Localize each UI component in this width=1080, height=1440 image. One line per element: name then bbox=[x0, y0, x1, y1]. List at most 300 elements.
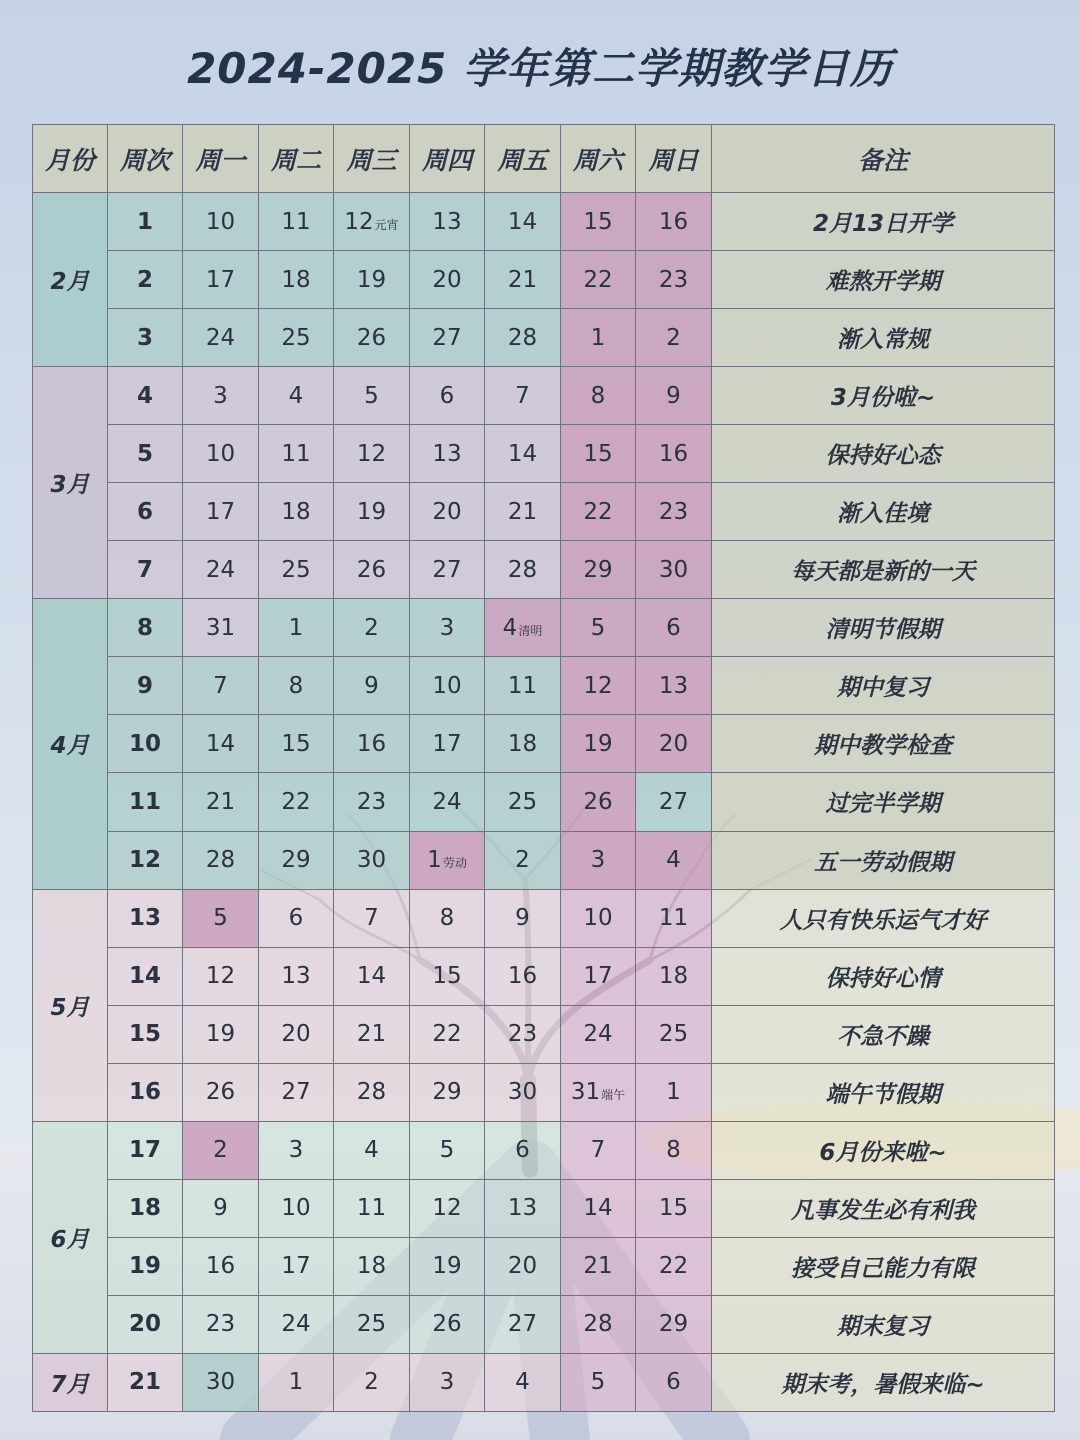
day-number: 28 bbox=[356, 1079, 387, 1106]
day-cell-fri bbox=[485, 1179, 561, 1237]
day-cell-wed bbox=[334, 367, 410, 425]
day-cell-thu bbox=[410, 1179, 485, 1237]
day-number: 18 bbox=[507, 730, 538, 757]
day-number: 3 bbox=[288, 1137, 304, 1164]
day-number: 7 bbox=[590, 1137, 606, 1164]
day-cell-sun bbox=[636, 889, 712, 947]
day-cell-sat bbox=[561, 715, 636, 773]
week-row bbox=[33, 773, 1055, 831]
day-number: 14 bbox=[205, 730, 236, 757]
day-number: 27 bbox=[658, 788, 689, 815]
day-cell-sun bbox=[636, 715, 712, 773]
day-cell-wed bbox=[334, 1005, 410, 1063]
month-label: 7月 bbox=[33, 1353, 108, 1411]
day-number: 23 bbox=[507, 1021, 538, 1048]
day-number: 1 bbox=[427, 847, 442, 874]
week-number: 17 bbox=[108, 1121, 183, 1179]
week-number: 7 bbox=[108, 541, 183, 599]
day-cell-wed bbox=[334, 657, 410, 715]
day-cell-wed bbox=[334, 773, 410, 831]
day-cell-mon bbox=[183, 309, 259, 367]
week-number: 18 bbox=[108, 1179, 183, 1237]
day-number: 10 bbox=[281, 1195, 311, 1222]
calendar-body bbox=[33, 193, 1055, 1412]
day-number: 22 bbox=[281, 788, 311, 815]
day-cell-fri bbox=[485, 193, 561, 251]
day-number: 27 bbox=[281, 1079, 311, 1106]
day-cell-mon bbox=[183, 1179, 259, 1237]
day-cell-sat bbox=[561, 483, 636, 541]
day-cell-thu bbox=[410, 1005, 485, 1063]
day-cell-fri bbox=[485, 541, 561, 599]
day-cell-fri bbox=[485, 831, 561, 889]
day-cell-mon bbox=[183, 1237, 259, 1295]
day-cell-wed bbox=[334, 309, 410, 367]
note-cell: 清明节假期 bbox=[712, 599, 1055, 657]
note-cell: 保持好心态 bbox=[712, 425, 1055, 483]
day-number: 20 bbox=[658, 730, 689, 757]
day-number: 31 bbox=[570, 1079, 601, 1106]
header-notes: 备注 bbox=[712, 125, 1055, 193]
day-number: 3 bbox=[590, 847, 606, 874]
day-cell-wed bbox=[334, 483, 410, 541]
holiday-label: 元宵 bbox=[374, 217, 399, 232]
day-cell-mon bbox=[183, 831, 259, 889]
day-number: 2 bbox=[515, 847, 530, 874]
day-number: 12 bbox=[205, 963, 236, 990]
day-cell-tue bbox=[259, 831, 334, 889]
week-number: 11 bbox=[108, 773, 183, 831]
day-number: 26 bbox=[432, 1311, 462, 1338]
day-cell-mon bbox=[183, 1295, 259, 1353]
day-number: 2 bbox=[213, 1137, 228, 1164]
week-row bbox=[33, 715, 1055, 773]
day-number: 6 bbox=[666, 614, 681, 641]
note-cell: 3月份啦~ bbox=[712, 367, 1055, 425]
day-number: 20 bbox=[281, 1021, 311, 1048]
day-cell-wed bbox=[334, 1179, 410, 1237]
day-number: 10 bbox=[205, 208, 236, 235]
day-cell-tue bbox=[259, 367, 334, 425]
day-cell-mon bbox=[183, 483, 259, 541]
day-cell-fri bbox=[485, 425, 561, 483]
day-number: 21 bbox=[205, 788, 236, 815]
header-tue: 周二 bbox=[259, 125, 334, 193]
day-number: 26 bbox=[356, 556, 387, 583]
day-number: 15 bbox=[583, 440, 613, 467]
day-cell-mon bbox=[183, 425, 259, 483]
week-number: 16 bbox=[108, 1063, 183, 1121]
week-number: 19 bbox=[108, 1237, 183, 1295]
week-row bbox=[33, 483, 1055, 541]
day-cell-mon bbox=[183, 541, 259, 599]
week-row bbox=[33, 1179, 1055, 1237]
header-sat: 周六 bbox=[561, 125, 636, 193]
note-cell: 五一劳动假期 bbox=[712, 831, 1055, 889]
day-cell-sat bbox=[561, 773, 636, 831]
week-row bbox=[33, 831, 1055, 889]
day-number: 11 bbox=[356, 1195, 387, 1222]
note-cell: 渐入佳境 bbox=[712, 483, 1055, 541]
day-number: 11 bbox=[281, 208, 311, 235]
holiday-label: 劳动 bbox=[442, 856, 467, 871]
day-cell-sat bbox=[561, 309, 636, 367]
day-cell-tue bbox=[259, 715, 334, 773]
day-number: 14 bbox=[507, 208, 538, 235]
week-number: 13 bbox=[108, 889, 183, 947]
week-number: 1 bbox=[108, 193, 183, 251]
day-number: 1 bbox=[288, 614, 304, 641]
note-cell: 难熬开学期 bbox=[712, 251, 1055, 309]
day-cell-wed bbox=[334, 541, 410, 599]
day-cell-sun bbox=[636, 1237, 712, 1295]
day-number: 30 bbox=[356, 847, 387, 874]
day-cell-sat bbox=[561, 831, 636, 889]
day-cell-fri bbox=[485, 1005, 561, 1063]
month-label: 4月 bbox=[33, 599, 108, 889]
day-number: 19 bbox=[205, 1021, 236, 1048]
day-number: 26 bbox=[583, 788, 613, 815]
day-cell-mon bbox=[183, 367, 259, 425]
day-cell-tue bbox=[259, 1121, 334, 1179]
day-cell-tue bbox=[259, 657, 334, 715]
day-number: 4 bbox=[288, 382, 304, 409]
day-cell-sat bbox=[561, 947, 636, 1005]
day-number: 29 bbox=[281, 847, 311, 874]
day-cell-wed bbox=[334, 1121, 410, 1179]
day-number: 1 bbox=[666, 1079, 681, 1106]
day-number: 2 bbox=[666, 324, 681, 351]
day-cell-fri bbox=[485, 367, 561, 425]
day-number: 17 bbox=[583, 963, 613, 990]
week-row bbox=[33, 1063, 1055, 1121]
day-number: 25 bbox=[658, 1021, 689, 1048]
day-number: 26 bbox=[205, 1079, 236, 1106]
day-cell-wed bbox=[334, 1295, 410, 1353]
day-number: 21 bbox=[356, 1021, 387, 1048]
day-cell-sun bbox=[636, 309, 712, 367]
week-row bbox=[33, 657, 1055, 715]
week-number: 14 bbox=[108, 947, 183, 1005]
day-cell-tue bbox=[259, 1063, 334, 1121]
note-cell: 人只有快乐运气才好 bbox=[712, 889, 1055, 947]
day-cell-fri bbox=[485, 889, 561, 947]
day-cell-fri bbox=[485, 1121, 561, 1179]
day-number: 29 bbox=[432, 1079, 462, 1106]
week-number: 15 bbox=[108, 1005, 183, 1063]
day-number: 23 bbox=[356, 788, 387, 815]
day-cell-tue bbox=[259, 483, 334, 541]
week-number: 2 bbox=[108, 251, 183, 309]
week-row bbox=[33, 1237, 1055, 1295]
header-month: 月份 bbox=[33, 125, 108, 193]
day-cell-tue bbox=[259, 1237, 334, 1295]
day-number: 4 bbox=[364, 1137, 379, 1164]
day-number: 10 bbox=[583, 905, 613, 932]
day-cell-tue bbox=[259, 1295, 334, 1353]
day-number: 23 bbox=[658, 266, 689, 293]
day-cell-mon bbox=[183, 1353, 259, 1411]
day-cell-fri bbox=[485, 251, 561, 309]
day-number: 6 bbox=[515, 1137, 530, 1164]
day-cell-thu bbox=[410, 483, 485, 541]
note-cell: 6月份来啦~ bbox=[712, 1121, 1055, 1179]
day-number: 7 bbox=[213, 672, 228, 699]
day-cell-fri bbox=[485, 599, 561, 657]
day-cell-thu bbox=[410, 425, 485, 483]
day-number: 1 bbox=[288, 1369, 304, 1396]
day-number: 5 bbox=[213, 905, 228, 932]
day-number: 20 bbox=[507, 1253, 538, 1280]
day-number: 13 bbox=[507, 1195, 538, 1222]
day-cell-sun bbox=[636, 483, 712, 541]
day-cell-tue bbox=[259, 773, 334, 831]
day-cell-sat bbox=[561, 1121, 636, 1179]
holiday-label: 端午 bbox=[601, 1088, 626, 1103]
day-number: 22 bbox=[583, 266, 613, 293]
week-row bbox=[33, 541, 1055, 599]
day-cell-thu bbox=[410, 657, 485, 715]
day-cell-sat bbox=[561, 657, 636, 715]
day-number: 5 bbox=[364, 382, 379, 409]
week-row bbox=[33, 1353, 1055, 1411]
day-cell-sun bbox=[636, 599, 712, 657]
day-number: 13 bbox=[432, 208, 462, 235]
day-number: 19 bbox=[583, 730, 613, 757]
day-cell-thu bbox=[410, 1121, 485, 1179]
day-cell-tue bbox=[259, 193, 334, 251]
day-number: 19 bbox=[356, 266, 387, 293]
week-row bbox=[33, 1121, 1055, 1179]
note-cell: 期中教学检查 bbox=[712, 715, 1055, 773]
day-number: 1 bbox=[590, 324, 606, 351]
day-cell-sat bbox=[561, 193, 636, 251]
header-mon: 周一 bbox=[183, 125, 259, 193]
day-number: 11 bbox=[658, 905, 689, 932]
day-number: 5 bbox=[439, 1137, 455, 1164]
day-number: 24 bbox=[583, 1021, 613, 1048]
note-cell: 凡事发生必有利我 bbox=[712, 1179, 1055, 1237]
day-number: 18 bbox=[658, 963, 689, 990]
day-number: 16 bbox=[205, 1253, 236, 1280]
day-cell-sat bbox=[561, 1005, 636, 1063]
day-number: 27 bbox=[432, 556, 462, 583]
day-cell-sat bbox=[561, 541, 636, 599]
day-cell-sat bbox=[561, 367, 636, 425]
day-number: 23 bbox=[658, 498, 689, 525]
day-cell-sat bbox=[561, 1063, 636, 1121]
day-cell-sun bbox=[636, 1353, 712, 1411]
day-cell-fri bbox=[485, 483, 561, 541]
day-number: 3 bbox=[439, 614, 455, 641]
day-number: 29 bbox=[658, 1311, 689, 1338]
day-cell-wed bbox=[334, 715, 410, 773]
day-number: 15 bbox=[658, 1195, 689, 1222]
day-cell-sun bbox=[636, 425, 712, 483]
day-cell-sun bbox=[636, 541, 712, 599]
week-number: 20 bbox=[108, 1295, 183, 1353]
header-week: 周次 bbox=[108, 125, 183, 193]
day-number: 2 bbox=[364, 1369, 379, 1396]
header-sun: 周日 bbox=[636, 125, 712, 193]
week-row bbox=[33, 309, 1055, 367]
note-cell: 不急不躁 bbox=[712, 1005, 1055, 1063]
day-number: 7 bbox=[364, 905, 379, 932]
day-cell-sun bbox=[636, 1005, 712, 1063]
day-number: 12 bbox=[432, 1195, 462, 1222]
day-cell-mon bbox=[183, 251, 259, 309]
day-cell-tue bbox=[259, 541, 334, 599]
day-number: 19 bbox=[356, 498, 387, 525]
day-number: 21 bbox=[583, 1253, 613, 1280]
day-number: 28 bbox=[507, 556, 538, 583]
day-cell-tue bbox=[259, 251, 334, 309]
day-cell-fri bbox=[485, 1353, 561, 1411]
week-number: 4 bbox=[108, 367, 183, 425]
day-number: 9 bbox=[364, 672, 379, 699]
day-cell-fri bbox=[485, 773, 561, 831]
day-cell-wed bbox=[334, 1063, 410, 1121]
day-number: 18 bbox=[281, 498, 311, 525]
day-cell-wed bbox=[334, 425, 410, 483]
week-row bbox=[33, 193, 1055, 251]
day-number: 20 bbox=[432, 266, 462, 293]
day-cell-wed bbox=[334, 1237, 410, 1295]
day-number: 8 bbox=[288, 672, 304, 699]
day-number: 21 bbox=[507, 266, 538, 293]
day-number: 24 bbox=[205, 324, 236, 351]
day-number: 10 bbox=[205, 440, 236, 467]
week-number: 6 bbox=[108, 483, 183, 541]
day-cell-fri bbox=[485, 309, 561, 367]
week-number: 12 bbox=[108, 831, 183, 889]
day-cell-sun bbox=[636, 367, 712, 425]
day-number: 28 bbox=[205, 847, 236, 874]
page-title: 2024-2025 学年第二学期教学日历 bbox=[187, 44, 893, 93]
day-number: 17 bbox=[432, 730, 462, 757]
day-cell-thu bbox=[410, 1237, 485, 1295]
week-row bbox=[33, 367, 1055, 425]
day-cell-mon bbox=[183, 657, 259, 715]
day-cell-tue bbox=[259, 947, 334, 1005]
day-cell-fri bbox=[485, 657, 561, 715]
day-number: 8 bbox=[666, 1137, 681, 1164]
day-number: 24 bbox=[432, 788, 462, 815]
day-cell-sat bbox=[561, 599, 636, 657]
note-cell: 渐入常规 bbox=[712, 309, 1055, 367]
day-number: 15 bbox=[281, 730, 311, 757]
day-cell-thu bbox=[410, 367, 485, 425]
day-cell-tue bbox=[259, 309, 334, 367]
day-number: 17 bbox=[205, 266, 236, 293]
day-number: 5 bbox=[590, 614, 606, 641]
day-number: 15 bbox=[583, 208, 613, 235]
day-cell-thu bbox=[410, 193, 485, 251]
day-cell-fri bbox=[485, 1063, 561, 1121]
day-cell-sun bbox=[636, 1063, 712, 1121]
day-number: 9 bbox=[213, 1195, 228, 1222]
day-cell-sun bbox=[636, 831, 712, 889]
day-number: 14 bbox=[356, 963, 387, 990]
day-number: 30 bbox=[205, 1369, 236, 1396]
day-cell-mon bbox=[183, 1005, 259, 1063]
day-number: 7 bbox=[515, 382, 530, 409]
day-number: 29 bbox=[583, 556, 613, 583]
day-number: 24 bbox=[281, 1311, 311, 1338]
day-cell-sat bbox=[561, 251, 636, 309]
day-number: 27 bbox=[432, 324, 462, 351]
day-number: 4 bbox=[502, 614, 518, 641]
day-number: 20 bbox=[432, 498, 462, 525]
day-number: 3 bbox=[213, 382, 228, 409]
day-cell-wed bbox=[334, 947, 410, 1005]
day-number: 28 bbox=[583, 1311, 613, 1338]
day-number: 16 bbox=[658, 440, 689, 467]
day-cell-thu bbox=[410, 1295, 485, 1353]
day-cell-tue bbox=[259, 425, 334, 483]
day-number: 13 bbox=[432, 440, 462, 467]
day-number: 9 bbox=[666, 382, 681, 409]
day-cell-sat bbox=[561, 1237, 636, 1295]
week-number: 5 bbox=[108, 425, 183, 483]
day-number: 17 bbox=[205, 498, 236, 525]
day-cell-sat bbox=[561, 1295, 636, 1353]
day-cell-thu bbox=[410, 889, 485, 947]
note-cell: 2月13日开学 bbox=[712, 193, 1055, 251]
day-cell-mon bbox=[183, 193, 259, 251]
day-cell-mon bbox=[183, 715, 259, 773]
day-cell-sun bbox=[636, 193, 712, 251]
day-cell-tue bbox=[259, 1005, 334, 1063]
day-number: 6 bbox=[439, 382, 455, 409]
day-number: 31 bbox=[205, 614, 236, 641]
day-cell-mon bbox=[183, 889, 259, 947]
day-cell-thu bbox=[410, 1063, 485, 1121]
week-row bbox=[33, 1005, 1055, 1063]
day-number: 27 bbox=[507, 1311, 538, 1338]
day-cell-sun bbox=[636, 1179, 712, 1237]
day-number: 23 bbox=[205, 1311, 236, 1338]
day-number: 8 bbox=[439, 905, 455, 932]
day-number: 10 bbox=[432, 672, 462, 699]
month-label: 6月 bbox=[33, 1121, 108, 1353]
note-cell: 每天都是新的一天 bbox=[712, 541, 1055, 599]
day-number: 14 bbox=[583, 1195, 613, 1222]
day-cell-thu bbox=[410, 715, 485, 773]
day-number: 25 bbox=[356, 1311, 387, 1338]
day-number: 5 bbox=[590, 1369, 606, 1396]
day-cell-thu bbox=[410, 831, 485, 889]
day-number: 22 bbox=[432, 1021, 462, 1048]
day-number: 30 bbox=[658, 556, 689, 583]
day-number: 3 bbox=[439, 1369, 455, 1396]
day-cell-wed bbox=[334, 193, 410, 251]
day-number: 24 bbox=[205, 556, 236, 583]
header-thu: 周四 bbox=[410, 125, 485, 193]
day-cell-thu bbox=[410, 947, 485, 1005]
note-cell: 保持好心情 bbox=[712, 947, 1055, 1005]
day-number: 6 bbox=[666, 1369, 681, 1396]
day-number: 22 bbox=[583, 498, 613, 525]
day-cell-sat bbox=[561, 1353, 636, 1411]
note-cell: 端午节假期 bbox=[712, 1063, 1055, 1121]
day-number: 12 bbox=[356, 440, 387, 467]
day-number: 4 bbox=[515, 1369, 530, 1396]
day-number: 2 bbox=[364, 614, 379, 641]
week-row bbox=[33, 947, 1055, 1005]
day-cell-thu bbox=[410, 251, 485, 309]
day-number: 15 bbox=[432, 963, 462, 990]
